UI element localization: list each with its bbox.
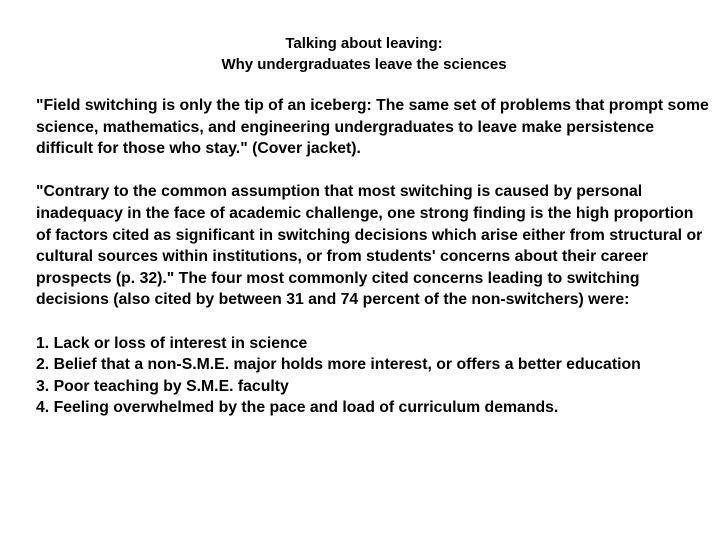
quote-paragraph-cover: "Field switching is only the tip of an iceberg: The same set of problems that prompt some science, mathematics, and engineering undergraduates to leave make persistence difficult for those who stay." (Cover jacket). [36,97,709,158]
list-item: 4. Feeling overwhelmed by the pace and load of curriculum demands. [36,399,559,417]
concerns-list [36,333,712,419]
list-item: 1. Lack or loss of interest in science [36,334,308,352]
title-line-1: Talking about leaving: [285,35,443,52]
quote-paragraph-findings: "Contrary to the common assumption that most switching is caused by personal inadequacy in the face of academic challenge, one strong finding is the high proportion of factors cited as significant in switching decisions which arise either from structural or cultural sources within institutions, or from students' concerns about their career prospects (p. 32)." The four most commonly cited concerns leading to switching decisions (also cited by between 31 and 74 percent of the non-switchers) were: [36,183,703,309]
slide-title [0,33,720,75]
list-item: 2. Belief that a non-S.M.E. major holds more interest, or offers a better education [36,356,641,374]
list-item: 3. Poor teaching by S.M.E. faculty [36,377,289,395]
title-line-2: Why undergraduates leave the sciences [221,56,507,73]
slide-body [36,95,712,419]
